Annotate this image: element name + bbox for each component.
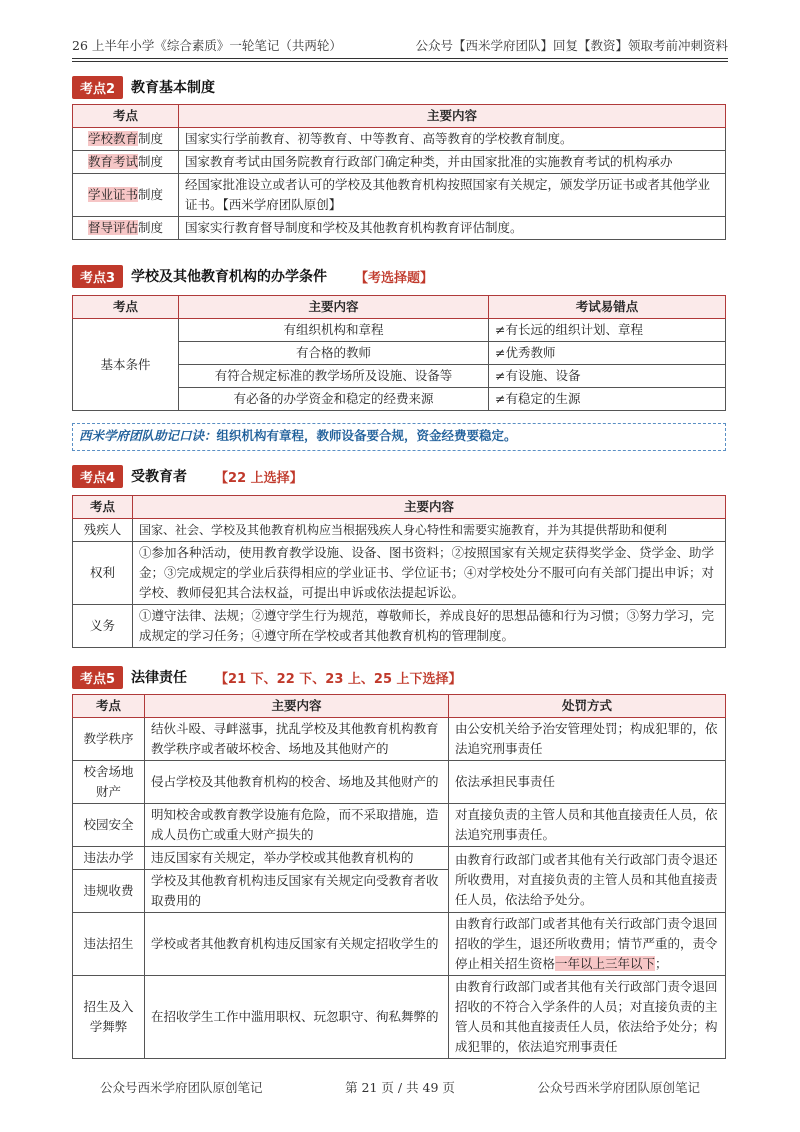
table-row — [73, 217, 726, 240]
mnemonic-label: 西米学府团队助记口诀： — [79, 428, 217, 443]
row-key: 基本条件 — [73, 319, 179, 411]
section-tag: 考点4 — [72, 465, 123, 488]
section-title: 学校及其他教育机构的办学条件 — [131, 269, 328, 285]
row-key: 校园安全 — [73, 804, 145, 847]
row-key: 招生及入学舞弊 — [73, 976, 145, 1059]
row-content: 经国家批准设立或者认可的学校及其他教育机构按照国家有关规定，颁发学历证书或者其他学业证书。【西米学府团队原创】 — [179, 174, 726, 217]
row-key: 义务 — [73, 605, 133, 648]
row-error: ≠优秀教师 — [489, 342, 726, 365]
header-rule — [72, 58, 728, 62]
row-content: 有合格的教师 — [179, 342, 489, 365]
table-header-row — [73, 496, 726, 519]
row-key: 权利 — [73, 542, 133, 605]
row-penalty: 依法承担民事责任 — [449, 761, 726, 804]
section-note: 【考选择题】 — [355, 270, 434, 286]
table-education-system — [72, 104, 726, 240]
row-key: 残疾人 — [73, 519, 133, 542]
row-penalty: 由教育行政部门或者其他有关行政部门责令退回招收的学生，退还所收费用；情节严重的，责令停止相关招生资格一年以上三年以下； — [449, 913, 726, 976]
table-header-row — [73, 695, 726, 718]
section-heading-5 — [72, 666, 462, 688]
row-content: 明知校舍或教育教学设施有危险，而不采取措施，造成人员伤亡或重大财产损失的 — [145, 804, 449, 847]
row-key: 学业证书制度 — [73, 174, 179, 217]
row-content: 结伙斗殴、寻衅滋事，扰乱学校及其他教育机构教育教学秩序或者破坏校舍、场地及其他财产的 — [145, 718, 449, 761]
table-row — [73, 913, 726, 976]
row-key: 违法办学 — [73, 847, 145, 870]
footer-right: 公众号西米学府团队原创笔记 — [537, 1080, 700, 1095]
col-header: 主要内容 — [133, 496, 726, 519]
row-penalty: 由教育行政部门或者其他有关行政部门责令退回招收的不符合入学条件的人员；对直接负责的主管人员和其他直接责任人员，依法给予处分；构成犯罪的，依法追究刑事责任 — [449, 976, 726, 1059]
row-content: 国家实行学前教育、初等教育、中等教育、高等教育的学校教育制度。 — [179, 128, 726, 151]
row-content: ①遵守法律、法规；②遵守学生行为规范，尊敬师长，养成良好的思想品德和行为习惯；③努力学习，完成规定的学习任务；④遵守所在学校或者其他教育机构的管理制度。 — [133, 605, 726, 648]
table-header-row — [73, 296, 726, 319]
col-header: 考点 — [73, 105, 179, 128]
col-header: 处罚方式 — [449, 695, 726, 718]
col-header: 主要内容 — [145, 695, 449, 718]
table-row — [73, 128, 726, 151]
row-content: 侵占学校及其他教育机构的校舍、场地及其他财产的 — [145, 761, 449, 804]
col-header: 主要内容 — [179, 105, 726, 128]
row-content: 国家、社会、学校及其他教育机构应当根据残疾人身心特性和需要实施教育，并为其提供帮助和便利 — [133, 519, 726, 542]
row-content: 有必备的办学资金和稳定的经费来源 — [179, 388, 489, 411]
table-row — [73, 542, 726, 605]
table-row — [73, 718, 726, 761]
table-row — [73, 151, 726, 174]
row-penalty: 由公安机关给予治安管理处罚；构成犯罪的，依法追究刑事责任 — [449, 718, 726, 761]
section-title: 教育基本制度 — [131, 80, 216, 96]
row-content: 有组织机构和章程 — [179, 319, 489, 342]
row-key: 学校教育制度 — [73, 128, 179, 151]
highlight: 一年以上三年以下 — [555, 956, 656, 971]
row-key: 教学秩序 — [73, 718, 145, 761]
row-content: 国家教育考试由国务院教育行政部门确定种类，并由国家批准的实施教育考试的机构承办 — [179, 151, 726, 174]
mnemonic-text: 组织机构有章程，教师设备要合规，资金经费要稳定。 — [216, 428, 517, 443]
row-content: 国家实行教育督导制度和学校及其他教育机构教育评估制度。 — [179, 217, 726, 240]
col-header: 考点 — [73, 695, 145, 718]
row-content: ①参加各种活动，使用教育教学设施、设备、图书资料；②按照国家有关规定获得奖学金、贷学金、助学金；③完成规定的学业后获得相应的学业证书、学位证书；④对学校处分不服可向有关部门提出申诉；对学校、教师侵犯其合法权益，可提出申诉或依法提起诉讼。 — [133, 542, 726, 605]
row-key: 督导评估制度 — [73, 217, 179, 240]
header-right: 公众号【西米学府团队】回复【教资】领取考前冲刺资料 — [415, 38, 728, 53]
table-row — [73, 605, 726, 648]
section-heading-4 — [72, 465, 303, 487]
section-tag: 考点3 — [72, 265, 123, 288]
mnemonic-box — [72, 423, 726, 451]
row-error: ≠有稳定的生源 — [489, 388, 726, 411]
table-legal-liability — [72, 694, 726, 1059]
table-row — [73, 976, 726, 1059]
section-note: 【21 下、22 下、23 上、25 上下选择】 — [215, 671, 462, 687]
row-key: 教育考试制度 — [73, 151, 179, 174]
table-row — [73, 319, 726, 342]
row-content: 学校及其他教育机构违反国家有关规定向受教育者收取费用的 — [145, 870, 449, 913]
header-left: 26 上半年小学《综合素质》一轮笔记（共两轮） — [72, 38, 342, 53]
col-header: 主要内容 — [179, 296, 489, 319]
table-row — [73, 519, 726, 542]
col-header: 考点 — [73, 496, 133, 519]
footer-left: 公众号西米学府团队原创笔记 — [100, 1080, 263, 1095]
row-penalty: 由教育行政部门或者其他有关行政部门责令退还所收费用，对直接负责的主管人员和其他直接责任人员，依法给予处分。 — [449, 847, 726, 913]
row-error: ≠有设施、设备 — [489, 365, 726, 388]
section-note: 【22 上选择】 — [215, 470, 303, 486]
col-header: 考试易错点 — [489, 296, 726, 319]
section-heading-3 — [72, 265, 433, 287]
page-number: 第 21 页 / 共 49 页 — [345, 1080, 455, 1095]
row-key: 校舍场地财产 — [73, 761, 145, 804]
table-school-conditions — [72, 295, 726, 411]
table-students — [72, 495, 726, 648]
table-row — [73, 804, 726, 847]
table-header-row — [73, 105, 726, 128]
row-content: 有符合规定标准的教学场所及设施、设备等 — [179, 365, 489, 388]
section-tag: 考点2 — [72, 76, 123, 99]
section-heading-2 — [72, 76, 215, 98]
page-footer — [100, 1078, 700, 1096]
row-key: 违法招生 — [73, 913, 145, 976]
row-content: 学校或者其他教育机构违反国家有关规定招收学生的 — [145, 913, 449, 976]
section-title: 法律责任 — [131, 670, 188, 686]
row-penalty: 对直接负责的主管人员和其他直接责任人员，依法追究刑事责任。 — [449, 804, 726, 847]
table-row — [73, 761, 726, 804]
section-title: 受教育者 — [131, 469, 188, 485]
row-key: 违规收费 — [73, 870, 145, 913]
section-tag: 考点5 — [72, 666, 123, 689]
row-error: ≠有长远的组织计划、章程 — [489, 319, 726, 342]
table-row — [73, 847, 726, 870]
col-header: 考点 — [73, 296, 179, 319]
row-content: 在招收学生工作中滥用职权、玩忽职守、徇私舞弊的 — [145, 976, 449, 1059]
row-content: 违反国家有关规定，举办学校或其他教育机构的 — [145, 847, 449, 870]
table-row — [73, 174, 726, 217]
page-header — [72, 36, 728, 58]
